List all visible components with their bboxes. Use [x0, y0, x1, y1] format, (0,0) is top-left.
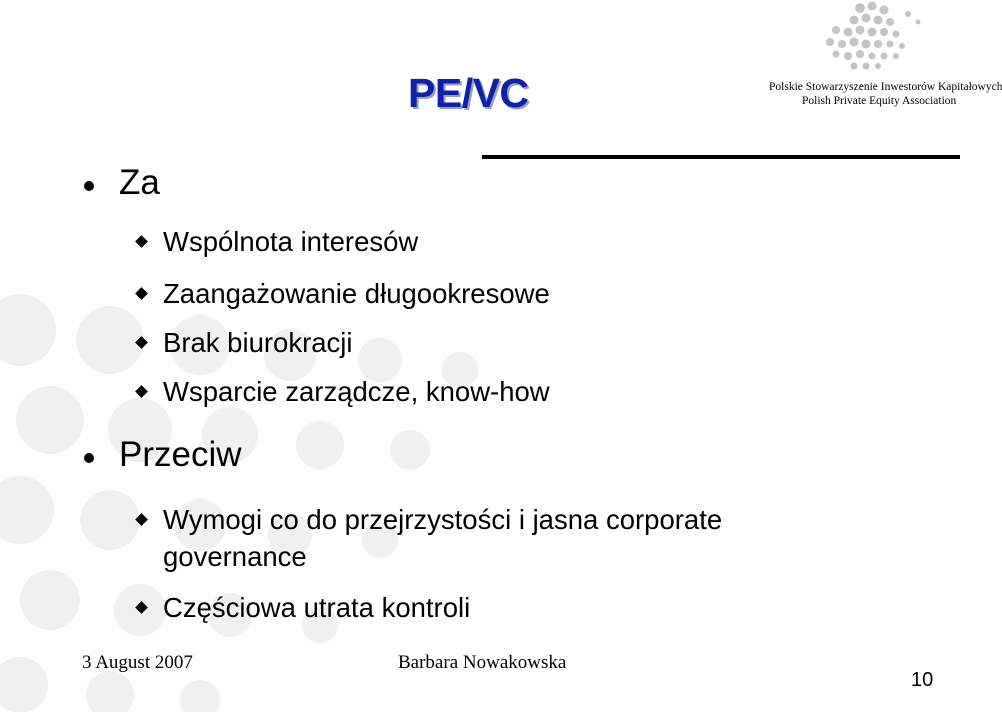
list-item-label: Wspólnota interesów [163, 226, 419, 257]
association-logo-icon [800, 0, 960, 80]
page-number: 10 [911, 669, 934, 691]
bullet-dot-icon [84, 453, 94, 463]
list-item-label: Brak biurokracji [163, 327, 353, 358]
list-item-label: Wymogi co do przejrzystości i jasna corporate [163, 504, 723, 535]
organization-name-english: Polish Private Equity Association [802, 95, 957, 107]
slide-title: PE/VC [408, 70, 529, 116]
organization-name [769, 80, 1002, 108]
diamond-bullet-icon [135, 287, 148, 300]
list-item-label: Wsparcie zarządcze, know-how [163, 376, 550, 407]
title-underline [482, 155, 960, 159]
section-heading-label: Za [119, 163, 160, 202]
list-item-label: governance [163, 541, 307, 572]
list-item-label: Zaangażowanie długookresowe [163, 278, 550, 309]
section-heading-label: Przeciw [119, 435, 242, 474]
list-item-label: Częściowa utrata kontroli [163, 592, 471, 623]
footer-date: 3 August 2007 [82, 652, 193, 673]
organization-name-polish: Polskie Stowarzyszenie Inwestorów Kapitałowych [769, 81, 1002, 93]
footer-author: Barbara Nowakowska [398, 652, 567, 673]
bullet-dot-icon [84, 181, 94, 191]
diamond-bullet-icon [135, 235, 148, 248]
